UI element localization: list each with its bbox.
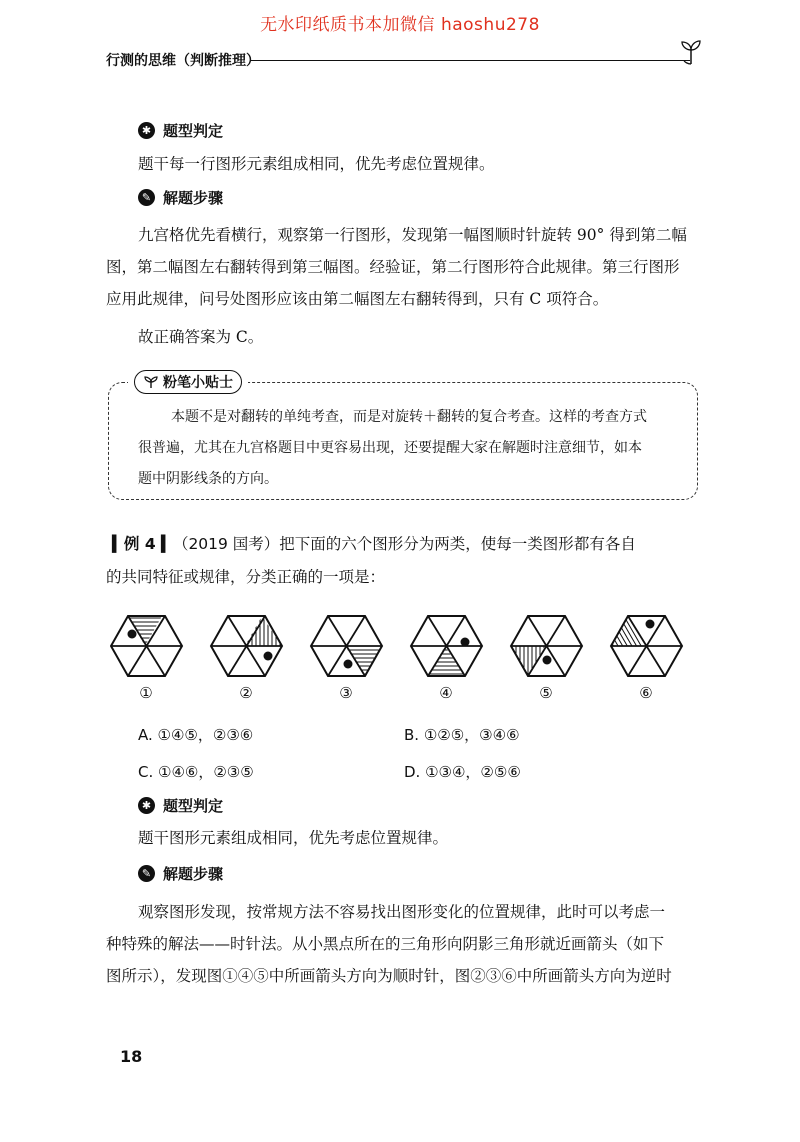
figure-label-6: ⑥	[639, 684, 653, 702]
figure-label-3: ③	[339, 684, 353, 702]
type-judgement-heading	[138, 120, 223, 141]
solution-steps-heading	[138, 187, 223, 208]
solution-line: 九宫格优先看横行，观察第一行图形，发现第一幅图顺时针旋转 90° 得到第二幅	[138, 226, 687, 244]
tip-line: 题中阴影线条的方向。	[138, 471, 278, 487]
type-judgement-heading-2	[138, 795, 223, 816]
option-c[interactable]: C. ①④⑥，②③⑤	[138, 763, 254, 781]
example-tag: ▍例 4 ▍	[112, 535, 173, 553]
solution-line: 种特殊的解法——时针法。从小黑点所在的三角形向阴影三角形就近画箭头（如下	[106, 935, 665, 953]
figure-label-4: ④	[439, 684, 453, 702]
gear-icon: ✱	[138, 122, 155, 139]
tip-label-text: 粉笔小贴士	[163, 375, 233, 391]
hexagon-figure-2	[211, 616, 282, 676]
gear-icon: ✱	[138, 797, 155, 814]
sprout-icon	[678, 36, 704, 66]
example-question-line	[112, 529, 712, 559]
tip-text	[138, 402, 683, 495]
option-d[interactable]: D. ①③④，②⑤⑥	[404, 763, 521, 781]
type-judgement-label-2: 题型判定	[163, 797, 224, 815]
type-judgement-label: 题型判定	[163, 122, 224, 140]
watermark-text: 无水印纸质书本加微信 haoshu278	[260, 15, 540, 35]
figure-label-2: ②	[239, 684, 253, 702]
solution-steps-heading-2	[138, 863, 223, 884]
type-judgement-text: 题干每一行图形元素组成相同，优先考虑位置规律。	[138, 155, 495, 173]
sprout-icon	[143, 375, 159, 389]
hexagon-figure-6	[611, 616, 682, 676]
figure-row	[110, 604, 705, 714]
header-rule	[250, 60, 690, 61]
solution-paragraph-2	[106, 928, 706, 992]
hexagon-figure-4	[411, 616, 482, 676]
hexagon-figure-1	[111, 616, 182, 676]
answer-text: 故正确答案为 C。	[138, 328, 264, 346]
page-number: 18	[120, 1047, 143, 1066]
pen-icon: ✎	[138, 865, 155, 882]
solution-line: 图所示），发现图①④⑤中所画箭头方向为顺时针，图②③⑥中所画箭头方向为逆时	[106, 967, 672, 985]
figure-label-1: ①	[139, 684, 153, 702]
example-question-text: （2019 国考）把下面的六个图形分为两类，使每一类图形都有各自	[172, 535, 636, 553]
solution-paragraph-cont	[106, 251, 706, 315]
solution-line-2a: 观察图形发现，按常规方法不容易找出图形变化的位置规律，此时可以考虑一	[138, 903, 666, 921]
hexagon-figure-5	[511, 616, 582, 676]
solution-paragraph	[138, 219, 708, 251]
tip-line: 很普遍，尤其在九宫格题目中更容易出现，还要提醒大家在解题时注意细节，如本	[138, 440, 642, 456]
hexagon-figure-3	[311, 616, 382, 676]
type-judgement-text-2: 题干图形元素组成相同，优先考虑位置规律。	[138, 829, 449, 847]
solution-line: 应用此规律，问号处图形应该由第二幅图左右翻转得到，只有 C 项符合。	[106, 290, 609, 308]
figure-label-5: ⑤	[539, 684, 553, 702]
solution-steps-label: 解题步骤	[163, 189, 224, 207]
example-question-line-2: 的共同特征或规律，分类正确的一项是：	[106, 568, 386, 586]
tip-line: 本题不是对翻转的单纯考查，而是对旋转＋翻转的复合考查。这样的考查方式	[171, 409, 647, 425]
tip-label	[128, 370, 248, 394]
hexagon-figures	[110, 604, 705, 689]
solution-steps-label-2: 解题步骤	[163, 865, 224, 883]
solution-line: 图，第二幅图左右翻转得到第三幅图。经验证，第二行图形符合此规律。第三行图形	[106, 258, 680, 276]
option-a[interactable]: A. ①④⑤，②③⑥	[138, 726, 254, 744]
running-header-title: 行测的思维（判断推理）	[106, 53, 260, 69]
pen-icon: ✎	[138, 189, 155, 206]
option-b[interactable]: B. ①②⑤，③④⑥	[404, 726, 520, 744]
